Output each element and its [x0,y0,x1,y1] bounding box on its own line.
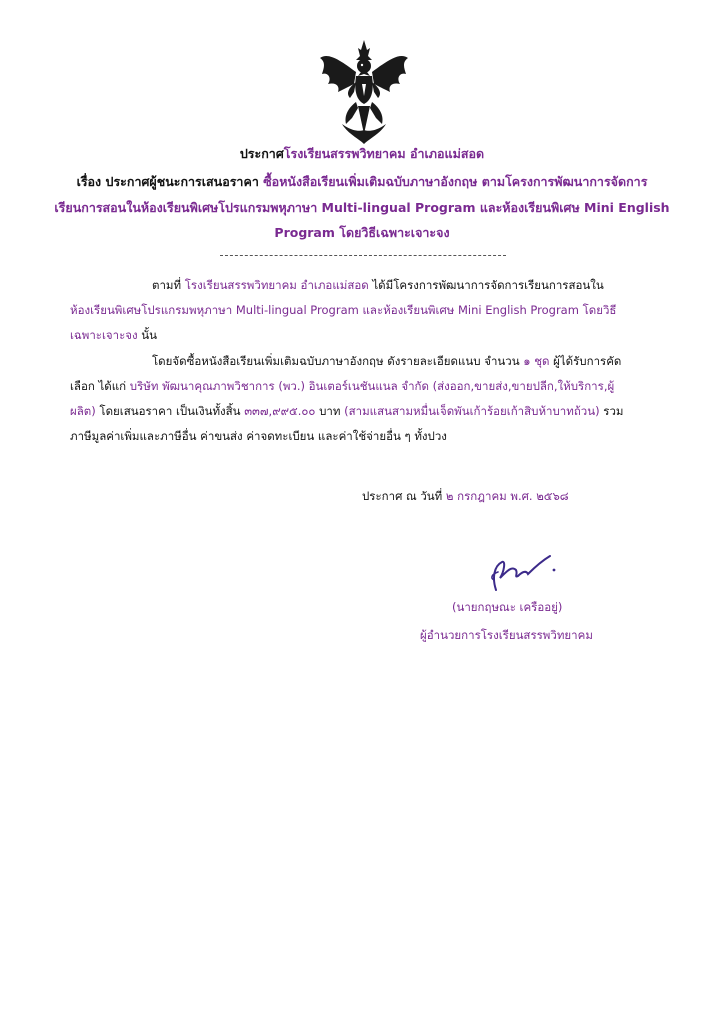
subject-line-1 [0,172,724,192]
p2-amount-words: (สามแสนสามหมื่นเจ็ดพันเก้าร้อยเก้าสิบห้าบาทถ้วน) [344,404,600,418]
para1-line-3 [70,323,660,348]
p1-l1-a: ตามที่ [152,278,182,292]
signer-name: (นายกฤษณะ เครืออยู่) [452,600,563,614]
announcement-date: ๒ กรกฎาคม พ.ศ. ๒๕๖๘ [445,489,569,503]
divider [220,255,506,256]
announce-prefix: ประกาศ [239,146,284,161]
subject-line-3: Program โดยวิธีเฉพาะเจาะจง [274,225,450,240]
para2-line-2 [70,374,660,399]
p2-l1-a: โดยจัดซื้อหนังสือเรียนเพิ่มเติมฉบับภาษาอังกฤษ ดังรายละเอียดแนบ จำนวน [152,354,520,368]
signer-position: ผู้อำนวยการโรงเรียนสรรพวิทยาคม [420,628,593,642]
subject-line-2: เรียนการสอนในห้องเรียนพิเศษโปรแกรมพหุภาษา Multi-lingual Program และห้องเรียนพิเศษ Mini English [54,200,670,215]
para2-line-3 [70,399,660,424]
p1-l1-c: ได้มีโครงการพัฒนาการจัดการเรียนการสอนใน [372,278,604,292]
p2-l3-d: บาท [319,404,341,418]
p2-l3-b: โดยเสนอราคา เป็นเงินทั้งสิ้น [99,404,241,418]
p2-l1-b: ๑ ชุด [523,354,550,368]
school-name: โรงเรียนสรรพวิทยาคม อำเภอแม่สอด [283,146,485,161]
subject-text-1: ซื้อหนังสือเรียนเพิ่มเติมฉบับภาษาอังกฤษ ตามโครงการพัฒนาการจัดการ [263,174,648,189]
paragraph-2 [70,349,660,449]
para1-line-1 [70,273,660,298]
date-prefix: ประกาศ ณ วันที่ [362,489,443,503]
p2-l2-a: เลือก ได้แก่ [70,379,127,393]
paragraph-1 [70,273,660,348]
announcement-date-line [362,486,569,506]
p2-l3-f: รวม [603,404,624,418]
p1-l3-a: เฉพาะเจาะจง [70,328,138,342]
p2-amount: ๓๓๗,๙๙๕.๐๐ [244,404,316,418]
p1-l3-b: นั้น [141,328,158,342]
p2-l1-c: ผู้ได้รับการคัด [553,354,622,368]
p2-vendor: บริษัท พัฒนาคุณภาพวิชาการ (พว.) อินเตอร์เนชันแนล จำกัด (ส่งออก,ขายส่ง,ขายปลีก,ให้บริการ,ผู้ [129,379,615,393]
para1-line-2: ห้องเรียนพิเศษโปรแกรมพหุภาษา Multi-lingual Program และห้องเรียนพิเศษ Mini English Program โดยวิธี [70,303,617,317]
para2-line-1 [70,349,660,374]
subject-prefix: เรื่อง ประกาศผู้ชนะการเสนอราคา [76,174,259,189]
announcement-title [0,144,724,164]
p1-school: โรงเรียนสรรพวิทยาคม อำเภอแม่สอด [184,278,369,292]
para2-line-4: ภาษีมูลค่าเพิ่มและภาษีอื่น ค่าขนส่ง ค่าจดทะเบียน และค่าใช้จ่ายอื่น ๆ ทั้งปวง [70,429,447,443]
garuda-emblem [318,38,410,148]
p2-l3-a: ผลิต) [70,404,96,418]
handwritten-signature [482,548,562,598]
